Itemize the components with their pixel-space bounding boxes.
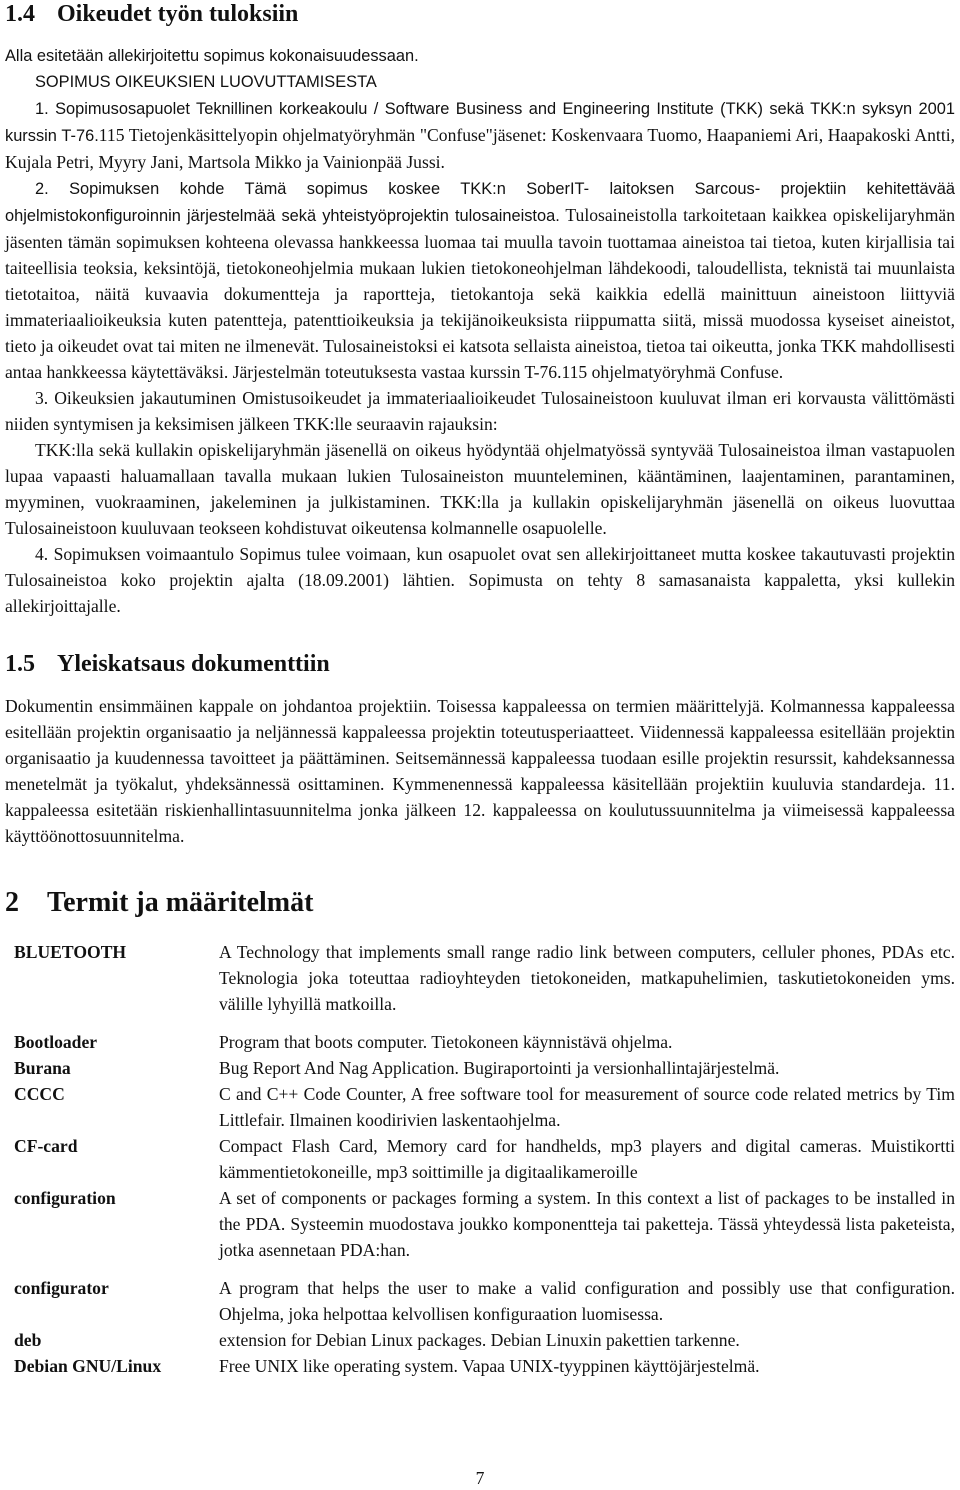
term-row	[14, 1327, 955, 1353]
terms-list	[14, 939, 955, 1379]
term-row	[14, 1055, 955, 1081]
chapter-title: Termit ja määritelmät	[47, 887, 314, 918]
contract-item-2	[5, 175, 955, 385]
term-row	[14, 1275, 955, 1327]
contract-item-3: 3. Oikeuksien jakautuminen Omistusoikeudet ja immateriaalioikeudet Tulosaineistoon kuuluvat ilman eri korvausta välittömästi niiden syntymisen ja keksimisen jälkeen TKK:lle seuraavin rajauksin:	[5, 388, 955, 434]
term-name: CCCC	[14, 1084, 65, 1104]
term-name: CF-card	[14, 1136, 78, 1156]
term-name: Burana	[14, 1058, 71, 1078]
term-name: Bootloader	[14, 1032, 98, 1052]
term-definition: extension for Debian Linux packages. Debian Linuxin pakettien tarkenne.	[219, 1330, 740, 1350]
section-number: 1.5	[5, 651, 35, 677]
term-definition: Program that boots computer. Tietokoneen käynnistävä ohjelma.	[219, 1032, 673, 1052]
contract-item-2-part-a: 2. Sopimuksen kohde Tämä sopimus koskee TKK:n SoberIT- laitoksen Sarcous- projektiin kehitettävää ohjelmistokonfiguroinnin järjestelmää sekä yhteistyöprojektin tulosaineistoa.	[5, 180, 955, 225]
document-page	[5, 0, 955, 1379]
term-name: BLUETOOTH	[14, 942, 127, 962]
term-row	[14, 939, 955, 1017]
contract-item-3-continued: TKK:lla sekä kullakin opiskelijaryhmän jäsenellä on oikeus hyödyntää ohjelmatyössä syntyvää Tulosaineistoa ilman vastapuolen lupaa vapaasti haluamallaan tavalla mukaan lukien Tulosaineiston muunteleminen, kääntäminen, laajentaminen, parantaminen, myyminen, vuokraaminen, jakeleminen ja julkistaminen. TKK:lla ja kullakin opiskelijaryhmän jäsenellä on oikeus luovuttaa Tulosaineistoon kuuluvaan teokseen kohdistuvat oikeutensa kolmannelle osapuolelle.	[5, 440, 955, 538]
term-row	[14, 1353, 955, 1379]
intro-line: Alla esitetään allekirjoitettu sopimus kokonaisuudessaan.	[5, 47, 419, 65]
contract-item-1-part-b: 115 Tietojenkäsittelyopin ohjelmatyöryhmän "Confuse"jäsenet: Koskenvaara Tuomo, Haapaniemi Ari, Haapakoski Antti, Kujala Petri, Myyry Jani, Martsola Mikko ja Vainionpää Jussi.	[5, 125, 955, 172]
chapter-heading-2	[5, 887, 955, 919]
contract-title: SOPIMUS OIKEUKSIEN LUOVUTTAMISESTA	[35, 73, 377, 91]
section-title: Oikeudet työn tuloksiin	[57, 1, 299, 27]
term-name: deb	[14, 1330, 42, 1350]
term-row	[14, 1081, 955, 1133]
term-definition: C and C++ Code Counter, A free software tool for measurement of source code related metrics by Tim Littlefair. Ilmainen koodirivien laskentaohjelma.	[219, 1084, 955, 1130]
term-row	[14, 1029, 955, 1055]
contract-item-1	[5, 95, 955, 175]
term-row	[14, 1133, 955, 1185]
section-title: Yleiskatsaus dokumenttiin	[57, 651, 330, 677]
contract-item-1-part-a: 1. Sopimusosapuolet Teknillinen korkeakoulu / Software Business and Engineering Institute (TKK) sekä TKK:n syksyn 2001 kurssin T-76.	[5, 100, 955, 145]
term-name: configurator	[14, 1278, 109, 1298]
chapter-number: 2	[5, 887, 19, 918]
section-heading-1-4	[5, 1, 955, 27]
overview-paragraph: Dokumentin ensimmäinen kappale on johdantoa projektiin. Toisessa kappaleessa on termien määrittelyjä. Kolmannessa kappaleessa esitellään projektin organisaatio ja neljännessä kappaleessa projektin toteutusperiaatteet. Viidennessä kappaleessa esitellään projektin organisaatio ja kuudennessa tavoitteet ja päättäminen. Seitsemännessä kappaleessa tuodaan esille projektin resurssit, kahdeksannessa menetelmät ja työkalut, yhdeksännessä osittaminen. Kymmenennessä kappaleessa käsitellään projektiin kuuluvia standardeja. 11. kappaleessa esitetään riskienhallintasuunnitelma jonka jälkeen 12. kappaleessa on koulutussuunnitelma ja viimeisessä kappaleessa käyttöönottosuunnitelma.	[5, 696, 955, 846]
term-definition: A Technology that implements small range radio link between computers, celluler phones, PDAs etc. Teknologia joka toteuttaa radioyhteyden tietokoneiden, matkapuhelimien, taskutietokoneiden yms. välille lyhyillä matkoilla.	[219, 942, 955, 1014]
term-definition: Compact Flash Card, Memory card for handhelds, mp3 players and digital cameras. Muistikortti kämmentietokoneille, mp3 soittimille ja digitaalikameroille	[219, 1136, 955, 1182]
term-name: Debian GNU/Linux	[14, 1356, 162, 1376]
term-definition: A program that helps the user to make a valid configuration and possibly use that configuration. Ohjelma, joka helpottaa kelvollisen konfiguraation luomisessa.	[219, 1278, 955, 1324]
term-row	[14, 1185, 955, 1263]
term-definition: Free UNIX like operating system. Vapaa UNIX-tyyppinen käyttöjärjestelmä.	[219, 1356, 760, 1376]
term-definition: A set of components or packages forming a system. In this context a list of packages to be installed in the PDA. Systeemin muodostava joukko komponentteja tai paketteja. Tässä yhteydessä lista paketeista, jotka asennetaan PDA:han.	[219, 1188, 955, 1260]
page-number: 7	[475, 1468, 485, 1488]
term-name: configuration	[14, 1188, 116, 1208]
term-definition: Bug Report And Nag Application. Bugiraportointi ja versionhallintajärjestelmä.	[219, 1058, 780, 1078]
contract-item-2-part-b: Tulosaineistolla tarkoitetaan kaikkea opiskelijaryhmän jäsenten tämän sopimuksen kohteena olevassa hankkeessa luomaa tai muulla tavoin tuottamaa aineistoa tai tietoa, kuten kirjallisia tai taiteellisia teoksia, keksintöjä, tietokoneohjelmia mukaan lukien tietokoneohjelman lähdekoodi, taloudellista, teknistä tai muunlaista tietotaitoa, näitä kuvaavia dokumentteja ja raportteja, tietokantoja sekä kaikkia edellä mainittuun aineistoon liittyviä immateriaalioikeuksia kuten patentteja, patenttioikeuksia ja tekijänoikeuksista riippumatta siitä, missä muodossa kyseiset aineistot, tieto ja oikeudet ovat tai miten ne ilmenevät. Tulosaineistoksi ei katsota sellaista aineistoa, tietoa tai oikeutta, jonka TKK mahdollisesti antaa hankkeessa käytettäväksi. Järjestelmän toteutuksesta vastaa kurssin T-76.115 ohjelmatyöryhmä Confuse.	[5, 205, 955, 382]
section-number: 1.4	[5, 1, 35, 27]
section-heading-1-5	[5, 651, 955, 677]
contract-item-4: 4. Sopimuksen voimaantulo Sopimus tulee voimaan, kun osapuolet ovat sen allekirjoittaneet mutta koskee takautuvasti projektin Tulosaineistoa koko projektin ajalta (18.09.2001) lähtien. Sopimusta on tehty 8 samasanaista kappaletta, yksi kullekin allekirjoittajalle.	[5, 544, 955, 616]
